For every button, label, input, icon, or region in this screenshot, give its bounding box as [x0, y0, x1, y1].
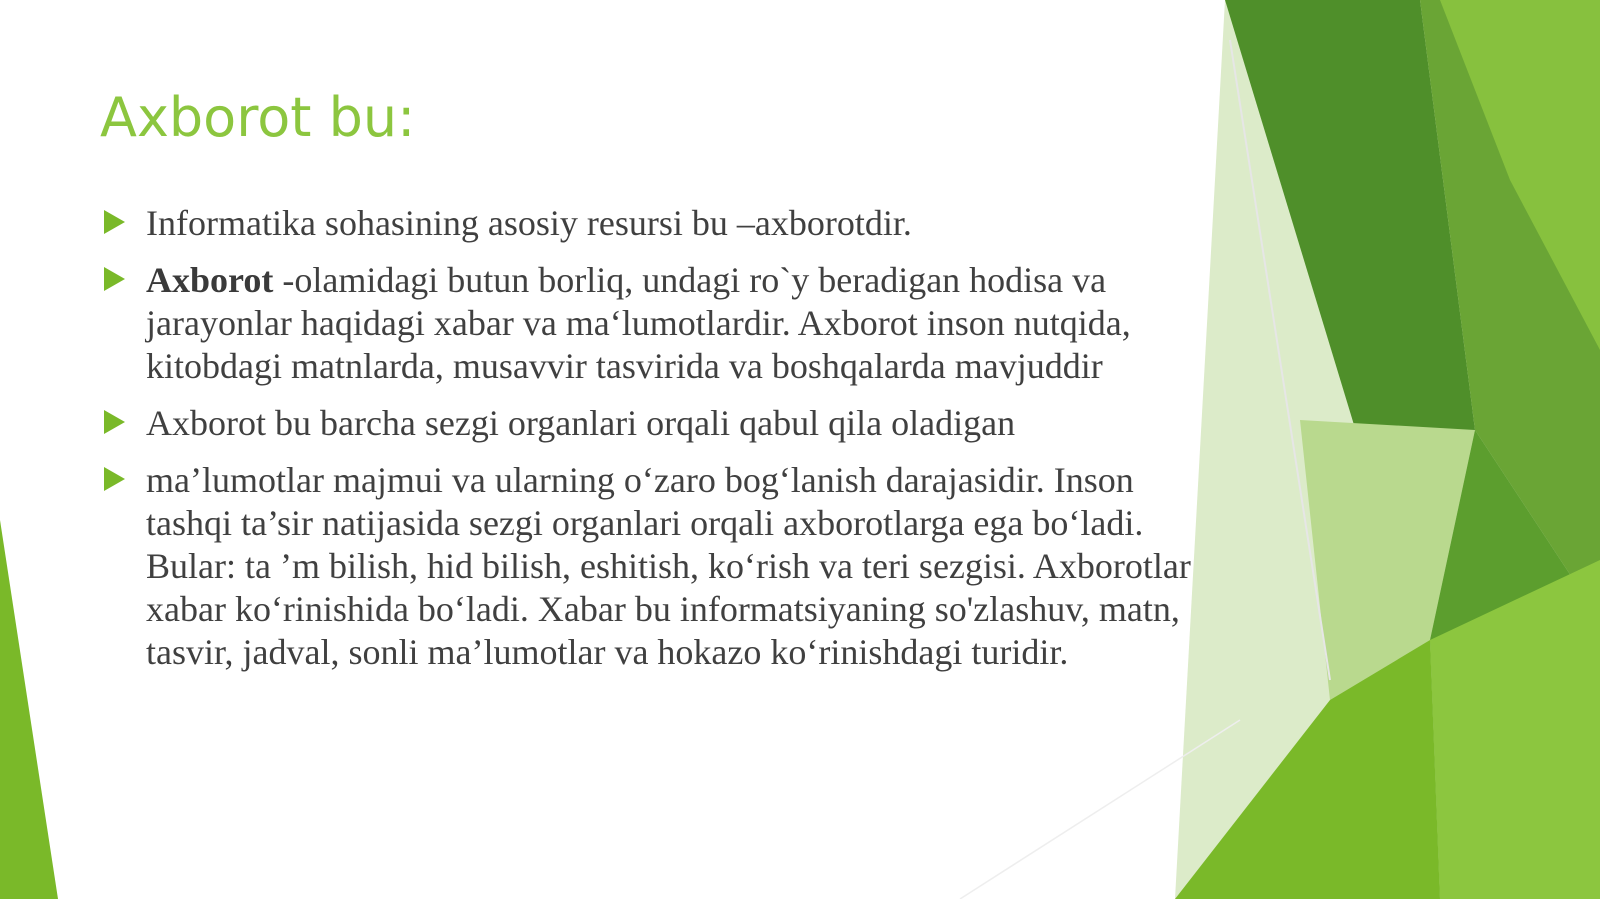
bullet-arrow-icon	[104, 467, 125, 491]
decor-shape-left	[0, 520, 58, 899]
bullet-item-1	[102, 202, 1212, 245]
slide-title: Axborot bu:	[100, 86, 416, 149]
bullet-text: -olamidagi butun borliq, undagi ro`y beradigan hodisa va jarayonlar haqidagi xabar va ma‘lumotlardir. Axborot inson nutqida, kitobdagi matnlarda, musavvir tasvirida va boshqalarda mavjuddir	[146, 260, 1131, 386]
bullet-arrow-icon	[104, 210, 125, 234]
bullet-text: Axborot bu barcha sezgi organlari orqali qabul qila oladigan	[146, 403, 1016, 443]
bullet-item-2	[102, 259, 1212, 388]
bullet-text: ma’lumotlar majmui va ularning o‘zaro bog‘lanish darajasidir. Inson tashqi ta’sir natijasida sezgi organlari orqali axborotlarga ega bo‘ladi. Bular: ta ’m bilish, hid bilish, eshitish, ko‘rish va teri sezgisi. Axborotlar xabar ko‘rinishida bo‘ladi. Xabar bu informatsiyaning so'zlashuv, matn, tasvir, jadval, sonli ma’lumotlar va hokazo ko‘rinishdagi turidir.	[146, 460, 1191, 672]
bullet-text: Informatika sohasining asosiy resursi bu –axborotdir.	[146, 203, 912, 243]
bullet-arrow-icon	[104, 410, 125, 434]
bullet-bold-term: Axborot	[146, 260, 274, 300]
bullet-item-4	[102, 459, 1212, 674]
bullet-item-3	[102, 402, 1212, 445]
bullet-list	[102, 202, 1212, 688]
bullet-arrow-icon	[104, 267, 125, 291]
